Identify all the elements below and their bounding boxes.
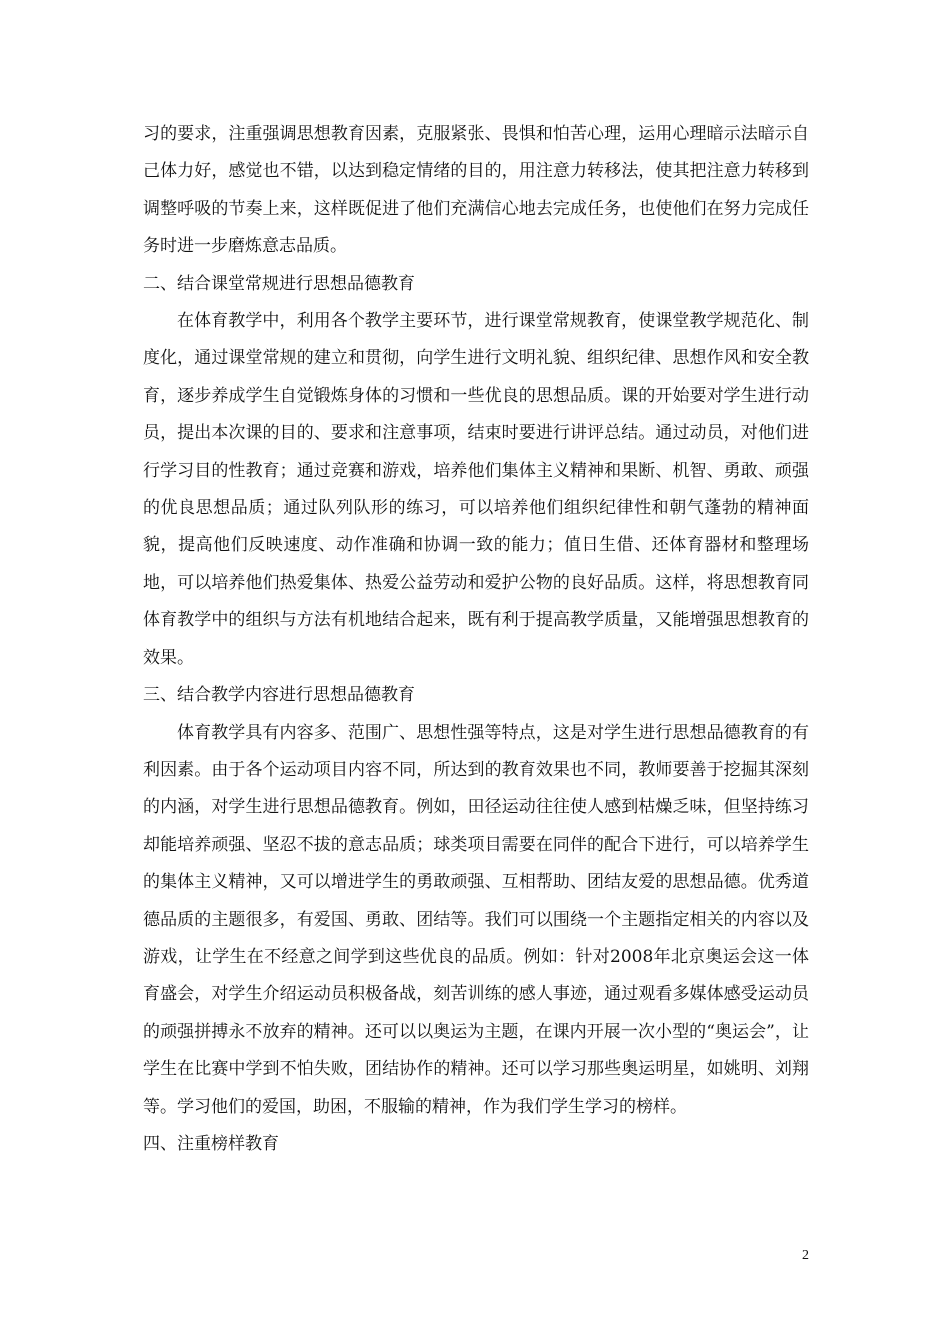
section-heading-4: 四、注重榜样教育 <box>143 1133 279 1154</box>
section-heading-2: 二、结合课堂常规进行思想品德教育 <box>143 273 415 294</box>
section-heading-3: 三、结合教学内容进行思想品德教育 <box>143 685 415 706</box>
paragraph-classroom-routine: 在体育教学中，利用各个教学主要环节，进行课堂常规教育，使课堂教学规范化、制度化，通过课堂常规的建立和贯彻，向学生进行文明礼貌、组织纪律、思想作风和安全教育，逐步养成学生自觉锻炼身体的习惯和一些优良的思想品质。课的开始要对学生进行动员，提出本次课的目的、要求和注意事项，结束时要进行讲评总结。通过动员，对他们进行学习目的性教育；通过竞赛和游戏，培养他们集体主义精神和果断、机智、勇敢、顽强的优良思想品质；通过队列队形的练习，可以培养他们组织纪律性和朝气蓬勃的精神面貌，提高他们反映速度、动作准确和协调一致的能力；值日生借、还体育器材和整理场地，可以培养他们热爱集体、热爱公益劳动和爱护公物的良好品质。这样，将思想教育同体育教学中的组织与方法有机地结合起来，既有利于提高教学质量，又能增强思想教育的效果。 <box>143 311 809 668</box>
paragraph-continued: 习的要求，注重强调思想教育因素，克服紧张、畏惧和怕苦心理，运用心理暗示法暗示自己体力好，感觉也不错，以达到稳定情绪的目的，用注意力转移法，使其把注意力转移到调整呼吸的节奏上来，这样既促进了他们充满信心地去完成任务，也使他们在努力完成任务时进一步磨炼意志品质。 <box>143 124 809 257</box>
page-number: 2 <box>802 1248 809 1263</box>
paragraph-teaching-content: 体育教学具有内容多、范围广、思想性强等特点，这是对学生进行思想品德教育的有利因素。由于各个运动项目内容不同，所达到的教育效果也不同，教师要善于挖掘其深刻的内涵，对学生进行思想品德教育。例如，田径运动往往使人感到枯燥乏味，但坚持练习却能培养顽强、坚忍不拔的意志品质；球类项目需要在同伴的配合下进行，可以培养学生的集体主义精神，又可以增进学生的勇敢顽强、互相帮助、团结友爱的思想品德。优秀道德品质的主题很多，有爱国、勇敢、团结等。我们可以围绕一个主题指定相关的内容以及游戏，让学生在不经意之间学到这些优良的品质。例如：针对2008年北京奥运会这一体育盛会，对学生介绍运动员积极备战，刻苦训练的感人事迹，通过观看多媒体感受运动员的顽强拼搏永不放弃的精神。还可以以奥运为主题，在课内开展一次小型的“奥运会”，让学生在比赛中学到不怕失败，团结协作的精神。还可以学习那些奥运明星，如姚明、刘翔等。学习他们的爱国，助困，不服输的精神，作为我们学生学习的榜样。 <box>143 722 809 1117</box>
document-body <box>143 116 809 1163</box>
